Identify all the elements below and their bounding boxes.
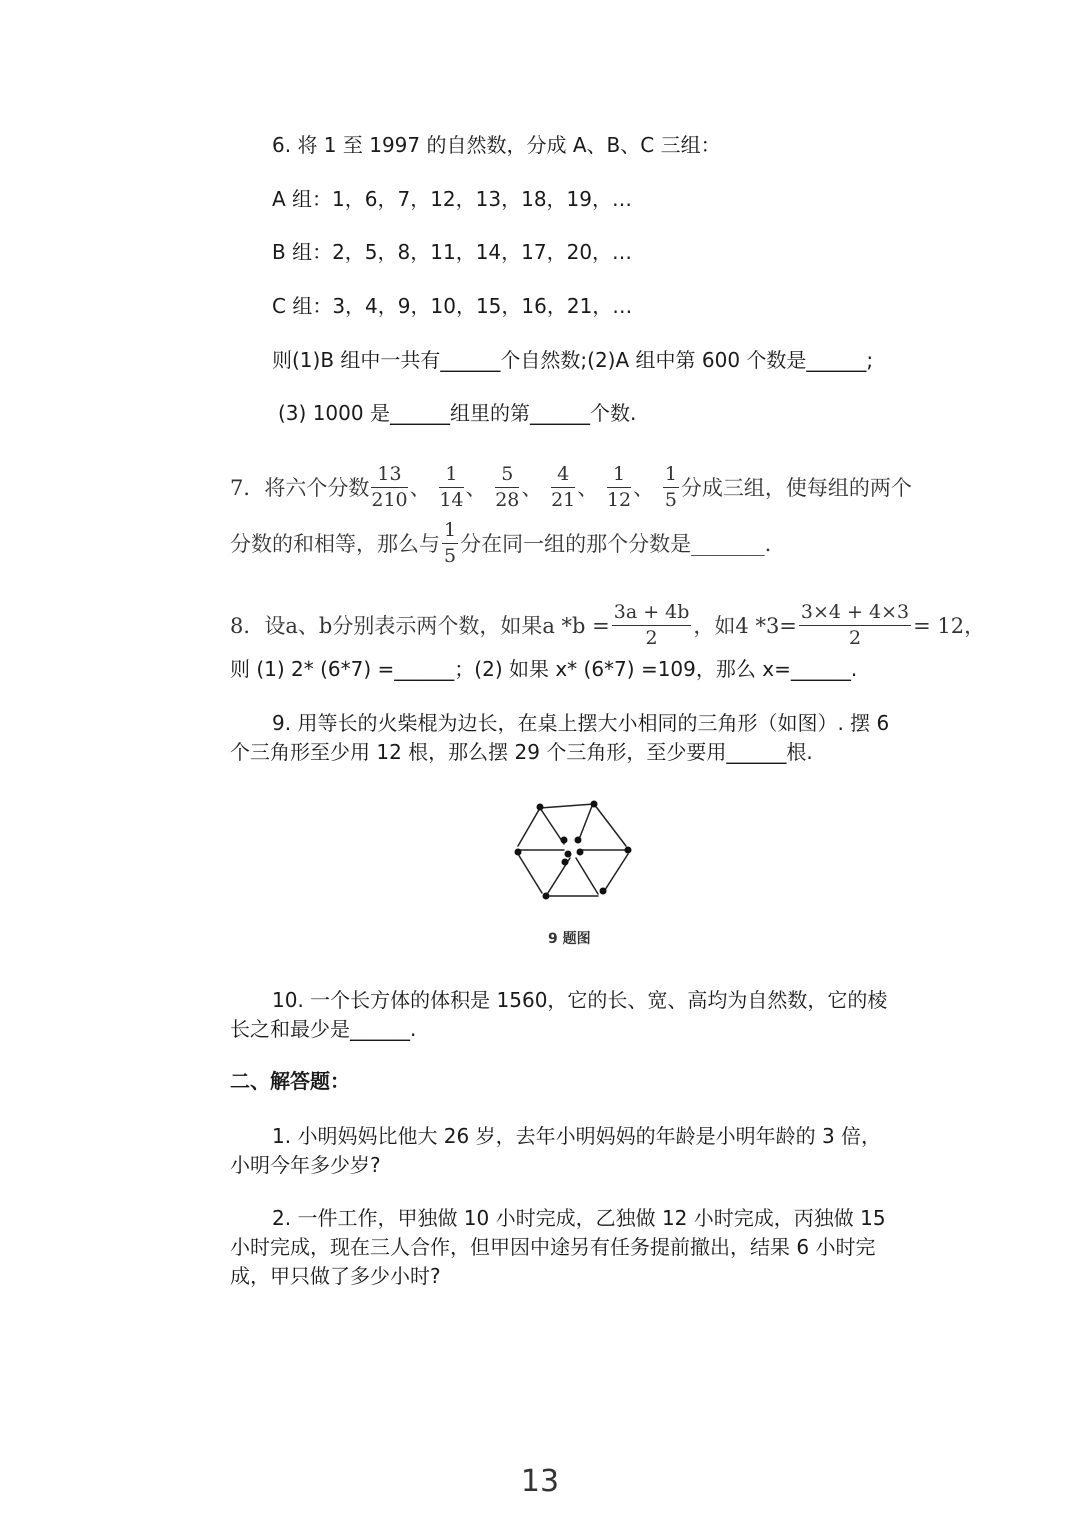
match-inner-1 xyxy=(540,808,564,844)
problem-1-line-2: 小明今年多少岁? xyxy=(230,1153,381,1177)
match-head xyxy=(515,849,522,856)
q7-line-2: 分数的和相等，那么与 $\frac{1}{5}$ 分在同一组的那个分数是_______. xyxy=(230,519,772,567)
match-head xyxy=(625,847,632,854)
match-head xyxy=(600,888,607,895)
q6-group-a: A 组：1，6，7，12，13，18，19，… xyxy=(272,187,633,211)
match-top xyxy=(540,804,594,808)
q7-lead: 7．将六个分数 xyxy=(230,475,370,500)
match-head xyxy=(543,893,550,900)
q7-fraction-3: $\frac{5}{28}$ xyxy=(495,463,520,511)
q7-fraction-2: $\frac{1}{14}$ xyxy=(439,463,464,511)
match-inner-2 xyxy=(578,806,592,842)
match-head xyxy=(537,804,544,811)
problem-2-line-1: 2. 一件工作，甲独做 10 小时完成，乙独做 12 小时完成，丙独做 15 xyxy=(272,1206,886,1230)
q7-tail: 分成三组，使每组的两个 xyxy=(680,475,912,500)
q6-group-b: B 组：2，5，8，11，14，17，20，… xyxy=(272,240,633,264)
q6-ask-2: (3) 1000 是______组里的第______个数. xyxy=(278,401,637,425)
match-head xyxy=(577,849,584,856)
q9-line-2: 个三角形至少用 12 根，那么摆 29 个三角形，至少要用______根. xyxy=(230,740,813,764)
q7-line2-fraction: $\frac{1}{5}$ xyxy=(444,519,457,567)
match-bottom-right xyxy=(603,854,628,893)
figure-caption: 9 题图 xyxy=(548,931,591,947)
q8-line-2: 则 (1) 2* (6*7) =______；(2) 如果 x* (6*7) =109，那么 x=______. xyxy=(230,657,858,681)
q6-title: 6. 将 1 至 1997 的自然数，分成 A、B、C 三组： xyxy=(272,133,721,157)
problem-1-line-1: 1. 小明妈妈比他大 26 岁，去年小明妈妈的年龄是小明年龄的 3 倍， xyxy=(272,1124,882,1148)
problem-2-line-3: 成，甲只做了多少小时? xyxy=(230,1264,441,1288)
match-bottom-left xyxy=(518,854,542,893)
q6-group-c: C 组：3，4，9，10，15，16，21，… xyxy=(272,294,633,318)
q8-example-fraction: $\frac{3\times 4 + 4\times 3}{2}$ xyxy=(800,601,910,649)
match-head xyxy=(591,801,598,808)
match-top-right xyxy=(594,804,626,846)
match-head xyxy=(565,851,572,858)
q8-line-1: 8．设a、b分别表示两个数，如果a *b = $\frac{3a + 4b}{2}$ ，如4 *3= $\frac{3\times 4 + 4\times 3}{2}$ = 12， xyxy=(230,601,986,649)
match-head xyxy=(562,859,569,866)
page-number: 13 xyxy=(520,1464,560,1499)
match-head xyxy=(561,837,568,844)
q8-definition-fraction: $\frac{3a + 4b}{2}$ xyxy=(613,601,690,649)
q7-fraction-4: $\frac{4}{21}$ xyxy=(551,463,576,511)
match-head xyxy=(575,837,582,844)
q7-fraction-5: $\frac{1}{12}$ xyxy=(606,463,632,511)
q6-ask-1: 则(1)B 组中一共有______个自然数;(2)A 组中第 600 个数是______; xyxy=(272,348,874,372)
matchstick-triangles-figure xyxy=(508,796,638,902)
section-heading: 二、解答题： xyxy=(230,1069,350,1093)
problem-2-line-2: 小时完成，现在三人合作，但甲因中途另有任务提前撤出，结果 6 小时完 xyxy=(230,1235,876,1259)
q7-line-1: 7．将六个分数 $\frac{13}{210}$ 、 $\frac{1}{14}$ 、 $\frac{5}{28}$ 、 $\frac{4}{21}$ 、 $\frac{1}{12}$ 、 $\frac{1}{5}$ 分成三组，使每组的两个 xyxy=(230,463,912,511)
match-top-left xyxy=(518,808,540,846)
q10-line-1: 10. 一个长方体的体积是 1560，它的长、宽、高均为自然数，它的棱 xyxy=(272,988,888,1012)
match-inner-4 xyxy=(576,858,598,894)
q7-fraction-6: $\frac{1}{5}$ xyxy=(664,463,677,511)
q9-line-1: 9. 用等长的火柴棍为边长，在桌上摆大小相同的三角形（如图）. 摆 6 xyxy=(272,711,890,735)
q10-line-2: 长之和最少是______. xyxy=(230,1017,417,1041)
q7-fraction-1: $\frac{13}{210}$ xyxy=(371,463,408,511)
